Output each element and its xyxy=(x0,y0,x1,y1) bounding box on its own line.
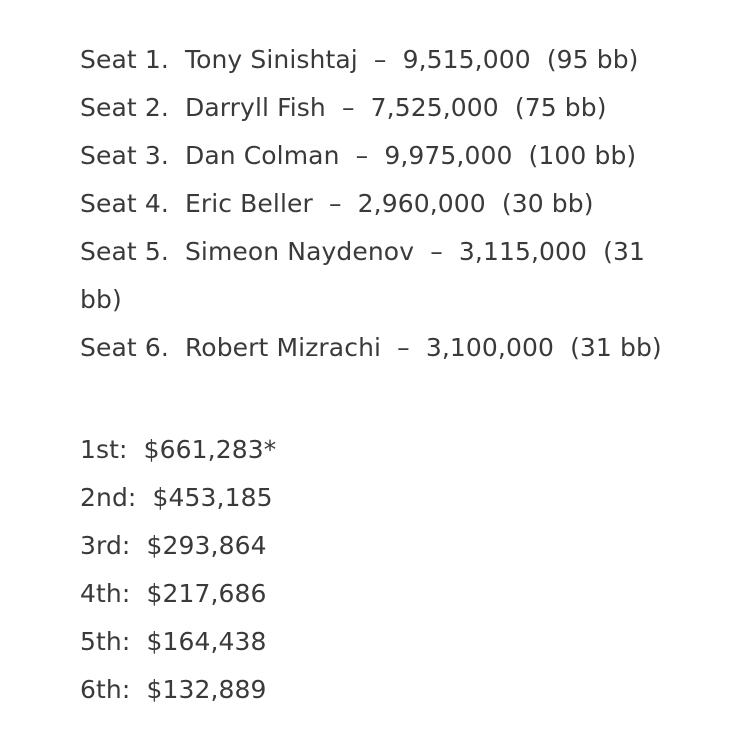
payout-list xyxy=(80,426,680,714)
payout-line-1: 1st: $661,283* xyxy=(80,435,277,464)
seat-line-6: Seat 6. Robert Mizrachi – 3,100,000 (31 bb) xyxy=(80,333,662,362)
payout-line-6: 6th: $132,889 xyxy=(80,675,267,704)
seat-list xyxy=(80,36,680,372)
seat-line-4: Seat 4. Eric Beller – 2,960,000 (30 bb) xyxy=(80,189,594,218)
payout-line-5: 5th: $164,438 xyxy=(80,627,267,656)
payout-line-4: 4th: $217,686 xyxy=(80,579,267,608)
seat-line-3: Seat 3. Dan Colman – 9,975,000 (100 bb) xyxy=(80,141,637,170)
seat-line-5: Seat 5. Simeon Naydenov – 3,115,000 (31 bb) xyxy=(80,237,654,314)
seat-line-1: Seat 1. Tony Sinishtaj – 9,515,000 (95 bb) xyxy=(80,45,639,74)
payout-line-2: 2nd: $453,185 xyxy=(80,483,273,512)
seat-line-2: Seat 2. Darryll Fish – 7,525,000 (75 bb) xyxy=(80,93,607,122)
article-content xyxy=(80,36,680,714)
payout-line-3: 3rd: $293,864 xyxy=(80,531,267,560)
